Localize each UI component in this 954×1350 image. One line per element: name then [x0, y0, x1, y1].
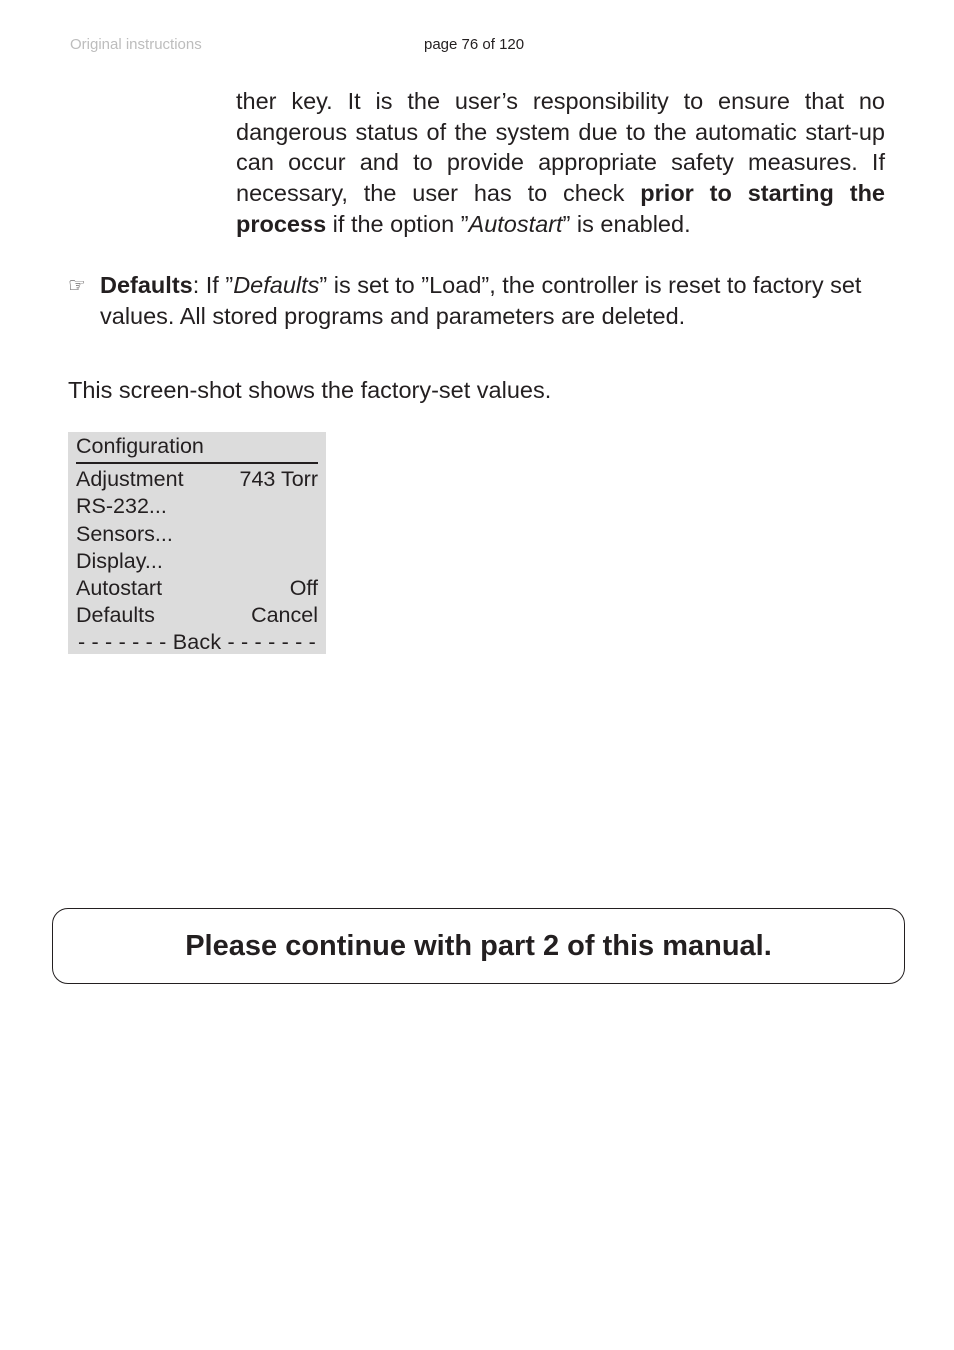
document-label: Original instructions — [70, 36, 202, 53]
option-name: Defaults — [233, 272, 320, 298]
menu-label: Display... — [76, 548, 163, 573]
menu-row — [76, 521, 318, 548]
autostart-warning-paragraph — [236, 86, 885, 240]
menu-label: Adjustment — [76, 467, 184, 491]
page-number: page 76 of 120 — [424, 36, 525, 53]
menu-label: Autostart — [76, 576, 163, 601]
configuration-screen — [68, 432, 326, 654]
menu-row — [76, 493, 318, 520]
menu-label: Defaults — [76, 603, 155, 628]
emphasis-text: prior to starting the process — [236, 180, 885, 237]
menu-row — [76, 548, 318, 575]
menu-row — [76, 466, 318, 493]
paragraph-text: ” is enabled. — [562, 210, 691, 237]
pointing-hand-icon: ☞ — [68, 275, 86, 297]
bullet-text-part: ” is set to ”Load”, the controller is reset to factory set values. All stored programs and parameters are deleted. — [100, 272, 862, 329]
defaults-bullet — [68, 270, 886, 331]
menu-value: Off — [289, 576, 318, 601]
paragraph-text: ther key. It is the user’s responsibility to ensure that no dangerous status of the system due to the automatic start-up can occur and to provide appropriate safety measures. If necessary, the user has to check — [236, 88, 885, 207]
back-item: - - - - - - - Back - - - - - - - — [77, 629, 317, 654]
continue-notice — [52, 908, 905, 984]
screen-menu — [76, 466, 318, 630]
bullet-text — [100, 270, 886, 331]
screen-title: Configuration — [76, 432, 318, 464]
menu-value: 743 Torr — [239, 467, 318, 491]
menu-row — [76, 602, 318, 629]
notice-text: Please continue with part 2 of this manual. — [185, 929, 772, 962]
menu-row — [76, 575, 318, 602]
paragraph-text: if the option ” — [326, 210, 469, 237]
bullet-term: Defaults — [100, 272, 193, 298]
menu-label: Sensors... — [76, 521, 173, 546]
option-name: Autostart — [468, 210, 563, 237]
menu-label: RS-232... — [76, 494, 167, 519]
bullet-text-part: : If ” — [192, 272, 234, 298]
screenshot-intro: This screen-shot shows the factory-set values. — [68, 377, 552, 403]
menu-value: Cancel — [251, 603, 318, 628]
